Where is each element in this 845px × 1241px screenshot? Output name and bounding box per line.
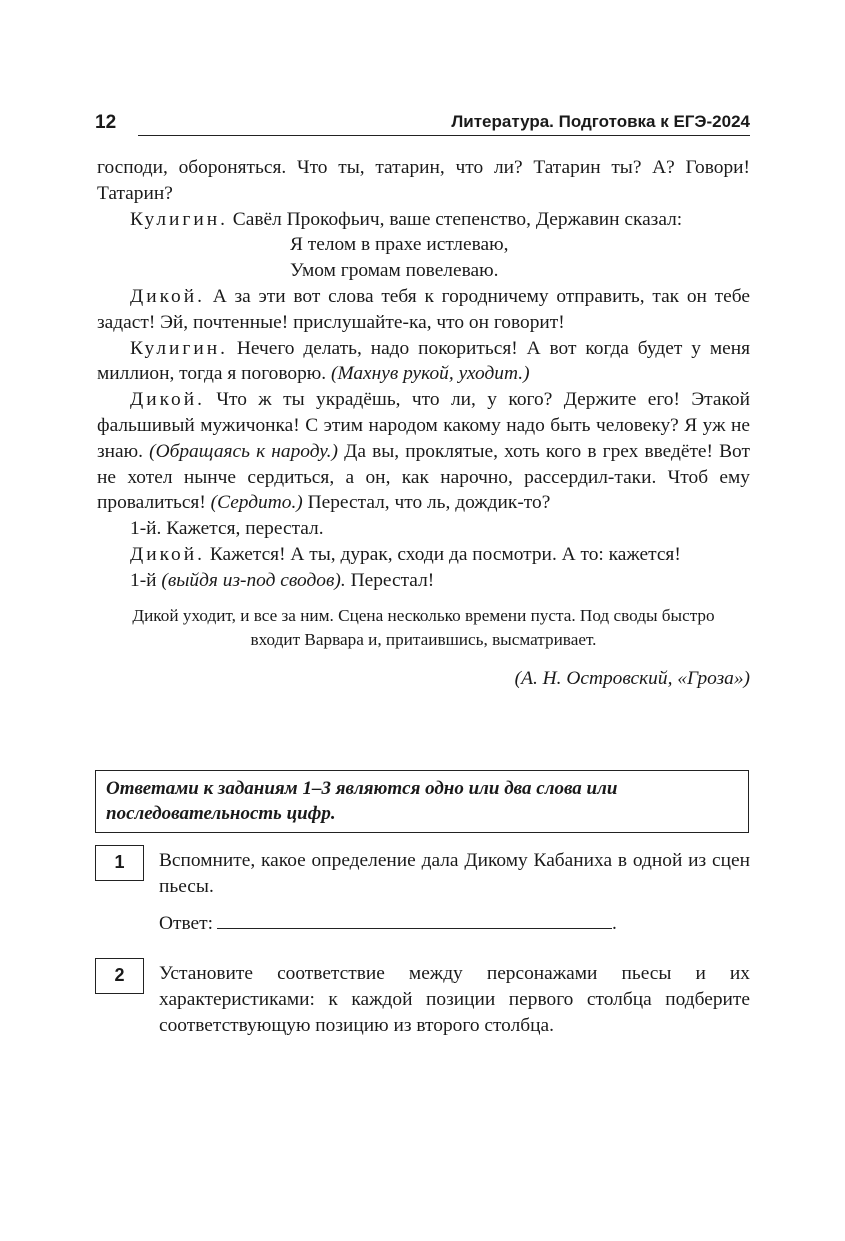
- stage-direction: Дикой уходит, и все за ним. Сцена несколько времени пуста. Под своды быстро входит Варвара и, притаившись, высматривает.: [132, 605, 715, 649]
- line-first-2: [97, 568, 750, 594]
- task-number: 1: [95, 845, 144, 881]
- stage-remark: (Сердито.): [210, 492, 303, 514]
- stage-remark: (Обращаясь к народу.): [149, 440, 338, 462]
- speech: Перестал!: [350, 569, 435, 591]
- speaker-name: Кулигин.: [130, 208, 228, 230]
- stage-remark: (Махнув рукой, уходит.): [330, 363, 530, 385]
- speech: Да вы, проклятые, хоть кого в грех введёте! Вот не хотел нынче сердиться, а он, как нарочно, рассердил-таки. Чтоб ему провалиться!: [97, 440, 750, 514]
- task-text: Установите соответствие между персонажами пьесы и их характеристиками: к каждой позиции первого столбца подберите соответствующую позицию из второго столбца.: [159, 963, 750, 1036]
- line-first-1: 1-й. Кажется, перестал.: [130, 518, 324, 540]
- source-citation: (А. Н. Островский, «Гроза»): [514, 667, 750, 689]
- answer-format-notice: Ответами к заданиям 1–3 являются одно или два слова или последовательность цифр.: [95, 770, 749, 833]
- answer-end: .: [612, 912, 617, 934]
- task-1: [95, 845, 750, 936]
- line-p1: господи, обороняться. Что ты, татарин, что ли? Татарин ты? А? Говори! Татарин?: [97, 157, 750, 204]
- answer-row: [159, 910, 750, 937]
- verse-line-1: Я телом в прахе истлеваю,: [290, 234, 509, 256]
- speaker-name: Кулигин.: [130, 337, 228, 359]
- verse-line-2: Умом громам повелеваю.: [290, 260, 499, 282]
- task-2: [95, 958, 750, 1038]
- play-excerpt: [97, 155, 750, 691]
- page-number: 12: [95, 112, 117, 133]
- running-title: Литература. Подготовка к ЕГЭ-2024: [451, 112, 750, 131]
- line-kuligin-1: [97, 207, 750, 233]
- speaker-name: Дикой.: [130, 389, 205, 411]
- speech: Что ж ты украдёшь, что ли, у кого? Держите его! Этакой фальшивый мужичонка! С этим народом какому надо быть человеку? Я уж не знаю.: [97, 389, 750, 462]
- line-kuligin-2: [97, 336, 750, 388]
- speech: Савёл Прокофьич, ваше степенство, Державин сказал:: [232, 208, 683, 230]
- speaker-name: Дикой.: [130, 285, 205, 307]
- line-dikoy-3: [97, 542, 750, 568]
- task-text: Вспомните, какое определение дала Дикому Кабаниха в одной из сцен пьесы.: [159, 850, 750, 897]
- answer-label: Ответ:: [159, 912, 213, 934]
- line-dikoy-2: [97, 387, 750, 516]
- speaker-name: 1-й: [130, 569, 157, 591]
- speech: Перестал, что ль, дождик-то?: [307, 492, 551, 514]
- task-number: 2: [95, 958, 144, 994]
- speech: Нечего делать, надо покориться! А вот когда будет у меня миллион, тогда я поговорю.: [97, 337, 750, 385]
- stage-remark: (выйдя из-под сводов).: [161, 569, 346, 591]
- header-rule: [138, 135, 750, 136]
- speaker-name: Дикой.: [130, 543, 205, 565]
- speech: Кажется! А ты, дурак, сходи да посмотри. А то: кажется!: [209, 543, 681, 565]
- line-dikoy-1: [97, 284, 750, 336]
- speech: А за эти вот слова тебя к городничему отправить, так он тебе задаст! Эй, почтенные! прислушайте-ка, что он говорит!: [97, 285, 750, 333]
- answer-field[interactable]: [217, 910, 612, 929]
